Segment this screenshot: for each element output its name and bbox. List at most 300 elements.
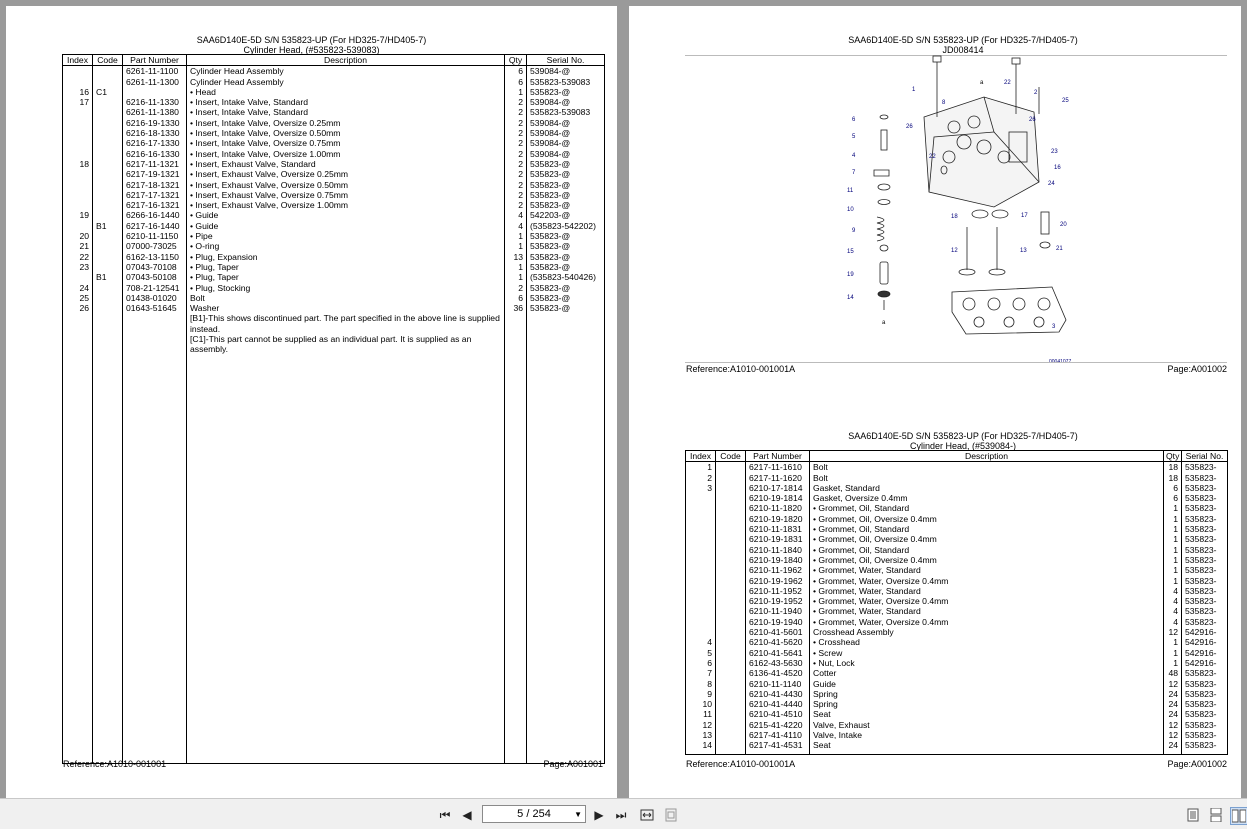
table-cell — [810, 751, 1164, 755]
table-cell — [93, 159, 123, 169]
table-cell: • Plug, Expansion — [187, 252, 505, 262]
callout: 13 — [1020, 248, 1027, 254]
table-cell: 539084-@ — [527, 118, 605, 128]
table-cell — [93, 97, 123, 107]
callout: 2 — [1034, 90, 1038, 96]
table-cell: 2 — [505, 200, 527, 210]
table-cell: 535823-@ — [527, 283, 605, 293]
table-cell: 4 — [1164, 596, 1182, 606]
table-cell: 535823- — [1182, 606, 1228, 616]
note-text: [C1]-This part cannot be supplied as an individual part. It is supplied as an assembly. — [187, 334, 505, 355]
table-cell: 535823- — [1182, 740, 1228, 750]
table-cell — [505, 355, 527, 764]
table-cell: 6210-19-1820 — [746, 514, 810, 524]
callout: 10 — [847, 207, 854, 213]
table-cell: 6162-43-5630 — [746, 658, 810, 668]
figure-code: 00041077 — [1049, 359, 1072, 365]
table-row — [63, 107, 605, 117]
first-page-icon[interactable]: ⏮ — [439, 807, 451, 822]
table-cell: • Grommet, Water, Standard — [810, 606, 1164, 616]
table-cell: 535823-@ — [527, 241, 605, 251]
table-cell: 2 — [505, 159, 527, 169]
table-cell: 1 — [505, 262, 527, 272]
table-cell — [187, 355, 505, 764]
table-cell: 6210-11-1940 — [746, 606, 810, 616]
callout: 17 — [1021, 213, 1028, 219]
table-cell: 6261-11-1380 — [123, 107, 187, 117]
table-cell — [1182, 751, 1228, 755]
callout: 7 — [852, 170, 856, 176]
table-cell: 12 — [1164, 730, 1182, 740]
table-cell: • Insert, Exhaust Valve, Standard — [187, 159, 505, 169]
table-cell — [123, 87, 187, 97]
table-cell — [716, 699, 746, 709]
table-row — [686, 730, 1228, 740]
page-number-select[interactable] — [482, 805, 586, 823]
table-cell: 6217-19-1321 — [123, 169, 187, 179]
table-cell: 6217-17-1321 — [123, 190, 187, 200]
callout: 20 — [1060, 222, 1067, 228]
callout: a — [980, 80, 984, 86]
table-cell: Bolt — [810, 473, 1164, 483]
table-cell: • Grommet, Water, Oversize 0.4mm — [810, 617, 1164, 627]
table-row — [63, 87, 605, 97]
table-cell: 17 — [63, 97, 93, 107]
table-cell: 6210-11-1962 — [746, 565, 810, 575]
table-cell: 10 — [686, 699, 716, 709]
table-cell: 01438-01020 — [123, 293, 187, 303]
table-cell: 1 — [1164, 545, 1182, 555]
table-cell: 6216-16-1330 — [123, 149, 187, 159]
table-cell: 1 — [1164, 648, 1182, 658]
page-indicator: 5 / 254 — [517, 808, 551, 820]
table-row — [63, 210, 605, 220]
table-cell: 535823- — [1182, 679, 1228, 689]
table-cell — [93, 252, 123, 262]
table-cell: • Insert, Exhaust Valve, Oversize 0.50mm — [187, 180, 505, 190]
table-cell: 535823- — [1182, 503, 1228, 513]
table-cell: • Screw — [810, 648, 1164, 658]
table-cell: 6266-16-1440 — [123, 210, 187, 220]
table-cell: 4 — [686, 637, 716, 647]
table-cell — [63, 107, 93, 117]
table-cell: 4 — [1164, 606, 1182, 616]
two-page-view-icon[interactable] — [1230, 807, 1247, 825]
column-header: Serial No. — [527, 55, 605, 66]
table-cell — [93, 190, 123, 200]
callout: 15 — [847, 249, 854, 255]
table-cell — [686, 751, 716, 755]
table-cell: (535823-542202) — [527, 221, 605, 231]
table-cell: 6216-11-1330 — [123, 97, 187, 107]
callout: 11 — [847, 188, 854, 194]
table-cell — [63, 190, 93, 200]
column-header: Description — [810, 451, 1164, 462]
table-cell: 4 — [1164, 617, 1182, 627]
table-cell: 11 — [686, 709, 716, 719]
table-cell: 535823- — [1182, 668, 1228, 678]
callout: 8 — [942, 100, 946, 106]
table-row — [686, 555, 1228, 565]
callout: 5 — [852, 134, 856, 140]
continuous-view-icon[interactable] — [1208, 807, 1224, 823]
callout: 9 — [852, 228, 856, 234]
table-cell — [716, 617, 746, 627]
table-cell — [716, 740, 746, 750]
table-cell: 6217-11-1620 — [746, 473, 810, 483]
table-cell: 2 — [505, 190, 527, 200]
chevron-down-icon: ▼ — [574, 810, 582, 819]
table-cell: 22 — [63, 252, 93, 262]
table-cell: 24 — [1164, 699, 1182, 709]
callout: 16 — [1054, 165, 1061, 171]
table-cell: 12 — [1164, 627, 1182, 637]
table-cell: 535823- — [1182, 576, 1228, 586]
table-cell: 708-21-12541 — [123, 283, 187, 293]
callout: 4 — [852, 153, 856, 159]
left-document-page — [6, 6, 617, 798]
table-cell: 13 — [505, 252, 527, 262]
table-cell: 535823-@ — [527, 252, 605, 262]
table-cell: Valve, Exhaust — [810, 720, 1164, 730]
table-cell: 4 — [505, 210, 527, 220]
table-row — [63, 283, 605, 293]
left-parts-table — [62, 54, 605, 764]
column-header: Part Number — [746, 451, 810, 462]
fit-page-icon[interactable] — [663, 807, 679, 823]
table-cell — [716, 483, 746, 493]
table-cell — [93, 118, 123, 128]
table-cell: B1 — [93, 221, 123, 231]
left-page-subtitle: Cylinder Head, (#535823-539083) — [243, 45, 380, 55]
table-row — [686, 503, 1228, 513]
table-cell: 6210-17-1814 — [746, 483, 810, 493]
table-cell: 16 — [63, 87, 93, 97]
table-cell: 2 — [505, 169, 527, 179]
table-cell: 535823- — [1182, 709, 1228, 719]
right-reference: Reference:A1010-001001A — [686, 364, 796, 374]
table-cell: • Insert, Intake Valve, Oversize 0.75mm — [187, 138, 505, 148]
table-cell: 07043-50108 — [123, 272, 187, 282]
table-cell — [93, 241, 123, 251]
table-cell — [716, 637, 746, 647]
table-cell: • Grommet, Water, Standard — [810, 586, 1164, 596]
note-row — [63, 313, 605, 334]
table-cell — [716, 462, 746, 473]
table-cell: 1 — [1164, 576, 1182, 586]
table-cell: 24 — [1164, 689, 1182, 699]
table-cell — [63, 200, 93, 210]
column-header: Code — [716, 451, 746, 462]
table-row — [686, 709, 1228, 719]
table-cell: 6 — [505, 293, 527, 303]
table-cell: 535823-539083 — [527, 77, 605, 87]
callout: 24 — [1048, 181, 1055, 187]
table-cell: • Pipe — [187, 231, 505, 241]
table-cell: 535823- — [1182, 483, 1228, 493]
table-cell: Spring — [810, 699, 1164, 709]
table-cell: 6210-19-1840 — [746, 555, 810, 565]
table-cell: 6216-19-1330 — [123, 118, 187, 128]
viewer-toolbar — [0, 798, 1247, 829]
table-cell: 6 — [686, 658, 716, 668]
table-row — [63, 200, 605, 210]
table-cell: Gasket, Oversize 0.4mm — [810, 493, 1164, 503]
table-cell — [123, 355, 187, 764]
table-cell: 01643-51645 — [123, 303, 187, 313]
table-cell — [93, 169, 123, 179]
table-cell: • Grommet, Water, Oversize 0.4mm — [810, 596, 1164, 606]
prev-page-icon[interactable]: ◀ — [462, 808, 472, 822]
table-cell — [716, 679, 746, 689]
table-cell: 535823-@ — [527, 190, 605, 200]
table-cell: • Insert, Intake Valve, Standard — [187, 107, 505, 117]
table-row — [686, 596, 1228, 606]
table-row — [686, 483, 1228, 493]
table-row — [63, 231, 605, 241]
table-cell — [716, 503, 746, 513]
table-cell: • Plug, Taper — [187, 262, 505, 272]
table-cell — [716, 534, 746, 544]
right-table-reference: Reference:A1010-001001A — [686, 759, 796, 769]
table-row — [686, 740, 1228, 750]
table-cell — [63, 138, 93, 148]
table-cell: 6210-41-4440 — [746, 699, 810, 709]
right-table-subtitle: Cylinder Head, (#539084-) — [909, 441, 1017, 451]
table-cell: 535823-@ — [527, 169, 605, 179]
table-cell — [686, 586, 716, 596]
table-cell — [716, 606, 746, 616]
table-cell — [63, 313, 93, 334]
callout: 22 — [1004, 80, 1011, 86]
callout: 3 — [1052, 324, 1056, 330]
table-cell — [93, 149, 123, 159]
table-cell — [716, 689, 746, 699]
table-cell: Guide — [810, 679, 1164, 689]
table-cell: 26 — [63, 303, 93, 313]
table-cell: 535823- — [1182, 617, 1228, 627]
table-row — [686, 617, 1228, 627]
table-cell: 23 — [63, 262, 93, 272]
table-cell — [686, 514, 716, 524]
table-cell: • Grommet, Oil, Oversize 0.4mm — [810, 534, 1164, 544]
table-cell: C1 — [93, 87, 123, 97]
table-cell — [746, 751, 810, 755]
right-page-number: Page:A001002 — [1167, 364, 1227, 374]
table-cell: 542916- — [1182, 658, 1228, 668]
table-cell: • Insert, Exhaust Valve, Oversize 1.00mm — [187, 200, 505, 210]
table-cell: 24 — [1164, 740, 1182, 750]
table-cell — [123, 313, 187, 334]
table-cell: 535823- — [1182, 586, 1228, 596]
table-cell — [716, 545, 746, 555]
table-cell: 535823-@ — [527, 262, 605, 272]
table-cell: 13 — [686, 730, 716, 740]
callout: 26 — [1029, 117, 1036, 123]
table-cell — [716, 473, 746, 483]
table-cell — [63, 355, 93, 764]
callout: 18 — [951, 214, 958, 220]
table-cell: 535823- — [1182, 730, 1228, 740]
table-cell: 6210-11-1840 — [746, 545, 810, 555]
table-cell: 12 — [686, 720, 716, 730]
right-page-title: SAA6D140E-5D S/N 535823-UP (For HD325-7/HD405-7) — [848, 35, 1078, 45]
table-cell: 2 — [505, 283, 527, 293]
table-cell — [716, 648, 746, 658]
table-cell: • Grommet, Oil, Standard — [810, 545, 1164, 555]
table-cell: 535823- — [1182, 555, 1228, 565]
table-row — [63, 159, 605, 169]
table-cell — [93, 107, 123, 117]
table-row — [63, 262, 605, 272]
table-cell — [716, 751, 746, 755]
table-cell — [686, 617, 716, 627]
table-cell: 6 — [505, 66, 527, 77]
table-cell: 1 — [1164, 555, 1182, 565]
table-cell — [93, 180, 123, 190]
last-page-icon[interactable]: ⏭ — [615, 807, 627, 822]
table-row — [686, 586, 1228, 596]
table-cell: 535823- — [1182, 524, 1228, 534]
table-cell — [93, 334, 123, 355]
table-cell — [686, 503, 716, 513]
column-header: Index — [686, 451, 716, 462]
left-page-number: Page:A001001 — [543, 759, 603, 769]
table-cell: 6210-19-1814 — [746, 493, 810, 503]
table-cell — [716, 586, 746, 596]
table-row — [63, 97, 605, 107]
table-cell: Cylinder Head Assembly — [187, 77, 505, 87]
table-cell — [716, 709, 746, 719]
table-cell — [716, 514, 746, 524]
table-row — [686, 473, 1228, 483]
table-cell: • Grommet, Oil, Oversize 0.4mm — [810, 555, 1164, 565]
table-row — [686, 534, 1228, 544]
table-cell: 1 — [1164, 637, 1182, 647]
table-cell: 4 — [1164, 586, 1182, 596]
table-cell — [716, 668, 746, 678]
table-cell: • Insert, Intake Valve, Oversize 0.50mm — [187, 128, 505, 138]
table-cell: 1 — [505, 272, 527, 282]
left-page-title: SAA6D140E-5D S/N 535823-UP (For HD325-7/HD405-7) — [196, 35, 427, 45]
callout: a — [882, 320, 886, 326]
table-cell: 2 — [686, 473, 716, 483]
table-cell: (535823-540426) — [527, 272, 605, 282]
table-cell: 6210-19-1952 — [746, 596, 810, 606]
table-row — [63, 252, 605, 262]
table-cell — [63, 334, 93, 355]
table-cell: 1 — [505, 241, 527, 251]
table-row — [63, 77, 605, 87]
table-cell — [93, 355, 123, 764]
table-row — [63, 138, 605, 148]
next-page-icon[interactable]: ▶ — [594, 808, 604, 822]
table-cell — [686, 534, 716, 544]
table-cell: 4 — [505, 221, 527, 231]
table-cell: 1 — [686, 462, 716, 473]
table-cell: 6210-19-1831 — [746, 534, 810, 544]
table-cell: 539084-@ — [527, 149, 605, 159]
table-cell: 6162-13-1150 — [123, 252, 187, 262]
table-cell: Valve, Intake — [810, 730, 1164, 740]
table-cell: 2 — [505, 149, 527, 159]
table-cell: 539084-@ — [527, 128, 605, 138]
table-cell: 6210-11-1831 — [746, 524, 810, 534]
table-cell — [716, 596, 746, 606]
table-cell: 14 — [686, 740, 716, 750]
column-header: Part Number — [123, 55, 187, 66]
right-table-title: SAA6D140E-5D S/N 535823-UP (For HD325-7/HD405-7) — [848, 431, 1078, 441]
table-cell — [93, 313, 123, 334]
fit-width-icon[interactable] — [639, 807, 655, 823]
table-cell: 1 — [1164, 503, 1182, 513]
table-cell: 535823- — [1182, 493, 1228, 503]
table-cell: • Insert, Exhaust Valve, Oversize 0.25mm — [187, 169, 505, 179]
table-cell: 6216-18-1330 — [123, 128, 187, 138]
table-cell: • Grommet, Oil, Oversize 0.4mm — [810, 514, 1164, 524]
table-cell: 1 — [1164, 534, 1182, 544]
table-cell — [93, 66, 123, 77]
table-cell: 6261-11-1100 — [123, 66, 187, 77]
table-cell — [686, 565, 716, 575]
table-cell: 21 — [63, 241, 93, 251]
table-cell: 18 — [1164, 462, 1182, 473]
table-cell: 1 — [1164, 658, 1182, 668]
table-row — [686, 524, 1228, 534]
table-cell: 535823- — [1182, 720, 1228, 730]
table-cell: 25 — [63, 293, 93, 303]
table-cell: 535823-@ — [527, 231, 605, 241]
table-cell — [63, 272, 93, 282]
table-row — [63, 303, 605, 313]
table-cell: • Plug, Stocking — [187, 283, 505, 293]
table-row — [63, 180, 605, 190]
table-cell: 6210-41-5601 — [746, 627, 810, 637]
table-cell: 48 — [1164, 668, 1182, 678]
table-cell: 535823- — [1182, 534, 1228, 544]
table-cell: 6217-16-1321 — [123, 200, 187, 210]
table-cell — [63, 169, 93, 179]
single-page-view-icon[interactable] — [1185, 807, 1201, 823]
table-cell: Washer — [187, 303, 505, 313]
table-row — [63, 272, 605, 282]
table-cell: 6215-41-4220 — [746, 720, 810, 730]
table-cell: 6210-41-4430 — [746, 689, 810, 699]
table-cell: 535823- — [1182, 462, 1228, 473]
table-cell — [716, 555, 746, 565]
table-row — [686, 689, 1228, 699]
table-cell: • Nut, Lock — [810, 658, 1164, 668]
table-cell — [716, 576, 746, 586]
table-cell: 539084-@ — [527, 97, 605, 107]
table-cell: • Crosshead — [810, 637, 1164, 647]
table-row — [686, 606, 1228, 616]
table-cell: 535823-@ — [527, 180, 605, 190]
table-cell: 542916- — [1182, 637, 1228, 647]
table-row — [686, 637, 1228, 647]
column-header: Qty — [505, 55, 527, 66]
table-cell: 6217-41-4110 — [746, 730, 810, 740]
callout: 19 — [847, 272, 854, 278]
table-cell: Bolt — [187, 293, 505, 303]
table-row — [686, 514, 1228, 524]
table-cell: 2 — [505, 107, 527, 117]
table-cell — [686, 596, 716, 606]
table-cell — [93, 231, 123, 241]
table-cell: Gasket, Standard — [810, 483, 1164, 493]
table-cell — [686, 627, 716, 637]
table-cell: Cylinder Head Assembly — [187, 66, 505, 77]
